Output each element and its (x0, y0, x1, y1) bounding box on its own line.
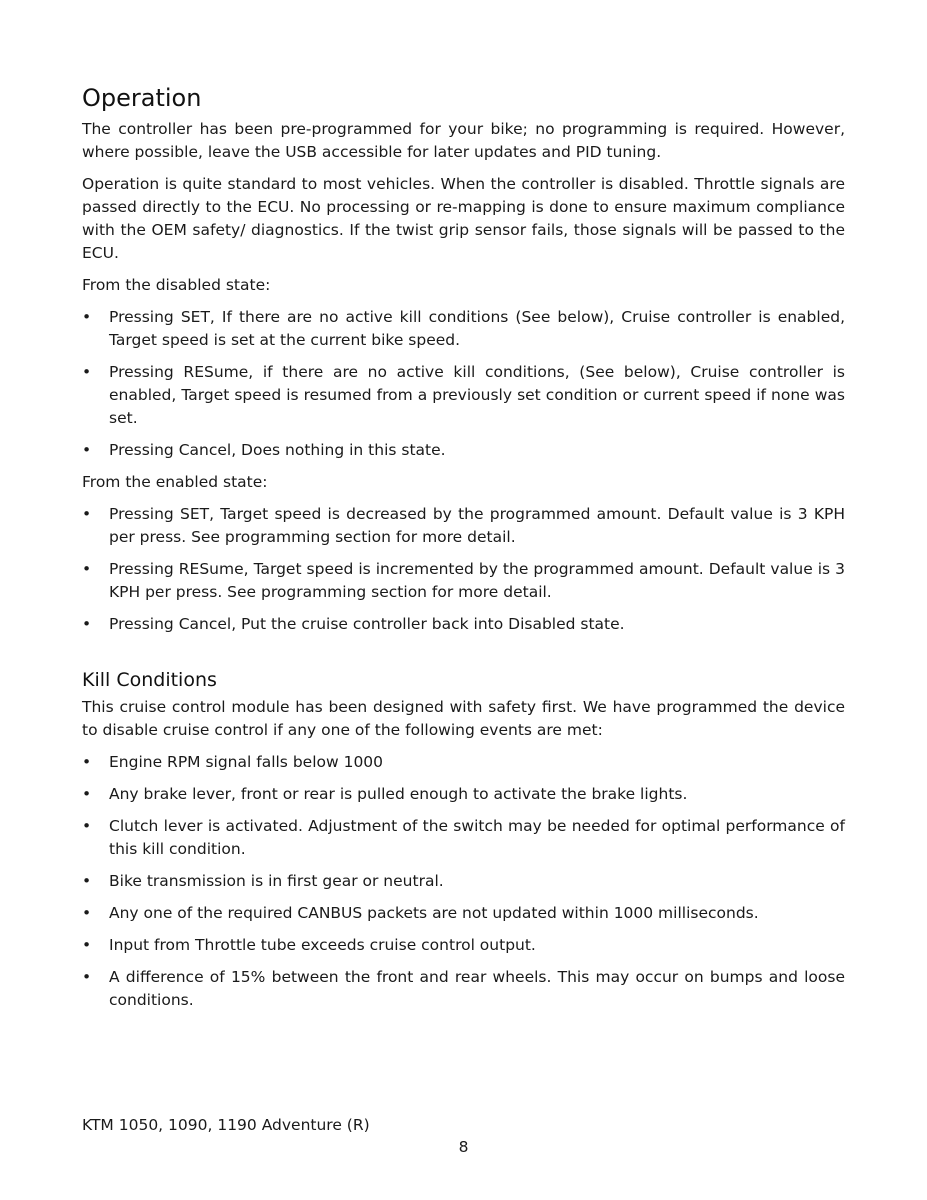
list-item: • Pressing SET, Target speed is decreased by the programmed amount. Default value is 3 KPH per press. See programming section for more detail. (82, 505, 845, 546)
section-spacer (82, 645, 845, 667)
disabled-state-label: From the disabled state: (82, 276, 271, 294)
bullet-icon: • (82, 505, 92, 523)
bullet-icon: • (82, 936, 92, 954)
footer-model-text: KTM 1050, 1090, 1190 Adventure (R) (82, 1116, 370, 1134)
bullet-icon: • (82, 904, 92, 922)
list-item: • Clutch lever is activated. Adjustment of the switch may be needed for optimal performance of this kill condition. (82, 817, 845, 858)
list-item: • Pressing Cancel, Does nothing in this state. (82, 439, 845, 462)
list-item: • Pressing SET, If there are no active kill conditions (See below), Cruise controller is enabled, Target speed is set at the current bike speed. (82, 308, 845, 349)
enabled-state-label: From the enabled state: (82, 473, 268, 491)
bullet-icon: • (82, 872, 92, 890)
disabled-state-list (82, 306, 845, 462)
list-item: • Any brake lever, front or rear is pulled enough to activate the brake lights. (82, 783, 845, 806)
operation-paragraph-2: Operation is quite standard to most vehicles. When the controller is disabled. Throttle signals are passed directly to the ECU. No processing or re-mapping is done to ensure maximum compliance with the OEM safety/ diagnostics. If the twist grip sensor fails, those signals will be passed to the ECU. (82, 175, 845, 262)
operation-heading: Operation (82, 84, 202, 112)
list-item: • A difference of 15% between the front and rear wheels. This may occur on bumps and loose conditions. (82, 968, 845, 1009)
bullet-icon: • (82, 308, 92, 326)
list-item: • Input from Throttle tube exceeds cruise control output. (82, 934, 845, 957)
bullet-icon: • (82, 817, 92, 835)
bullet-icon: • (82, 441, 92, 459)
list-item: • Pressing RESume, Target speed is incremented by the programmed amount. Default value is 3 KPH per press. See programming section for more detail. (82, 560, 845, 601)
enabled-state-list (82, 503, 845, 636)
bullet-icon: • (82, 968, 92, 986)
kill-conditions-heading: Kill Conditions (82, 669, 217, 691)
bullet-icon: • (82, 363, 92, 381)
list-item: • Pressing RESume, if there are no active kill conditions, (See below), Cruise controller is enabled, Target speed is resumed from a previously set condition or current speed if none was set. (82, 363, 845, 427)
kill-conditions-intro: This cruise control module has been designed with safety first. We have programmed the device to disable cruise control if any one of the following events are met: (82, 698, 845, 739)
bullet-icon: • (82, 615, 92, 633)
document-page (82, 82, 845, 1021)
page-number: 8 (458, 1138, 469, 1156)
operation-paragraph-1: The controller has been pre-programmed for your bike; no programming is required. However, where possible, leave the USB accessible for later updates and PID tuning. (82, 120, 845, 161)
bullet-icon: • (82, 753, 92, 771)
list-item: • Any one of the required CANBUS packets are not updated within 1000 milliseconds. (82, 902, 845, 925)
bullet-icon: • (82, 560, 92, 578)
list-item: • Engine RPM signal falls below 1000 (82, 751, 845, 774)
kill-conditions-list (82, 751, 845, 1012)
list-item: • Bike transmission is in first gear or neutral. (82, 870, 845, 893)
list-item: • Pressing Cancel, Put the cruise controller back into Disabled state. (82, 613, 845, 636)
bullet-icon: • (82, 785, 92, 803)
